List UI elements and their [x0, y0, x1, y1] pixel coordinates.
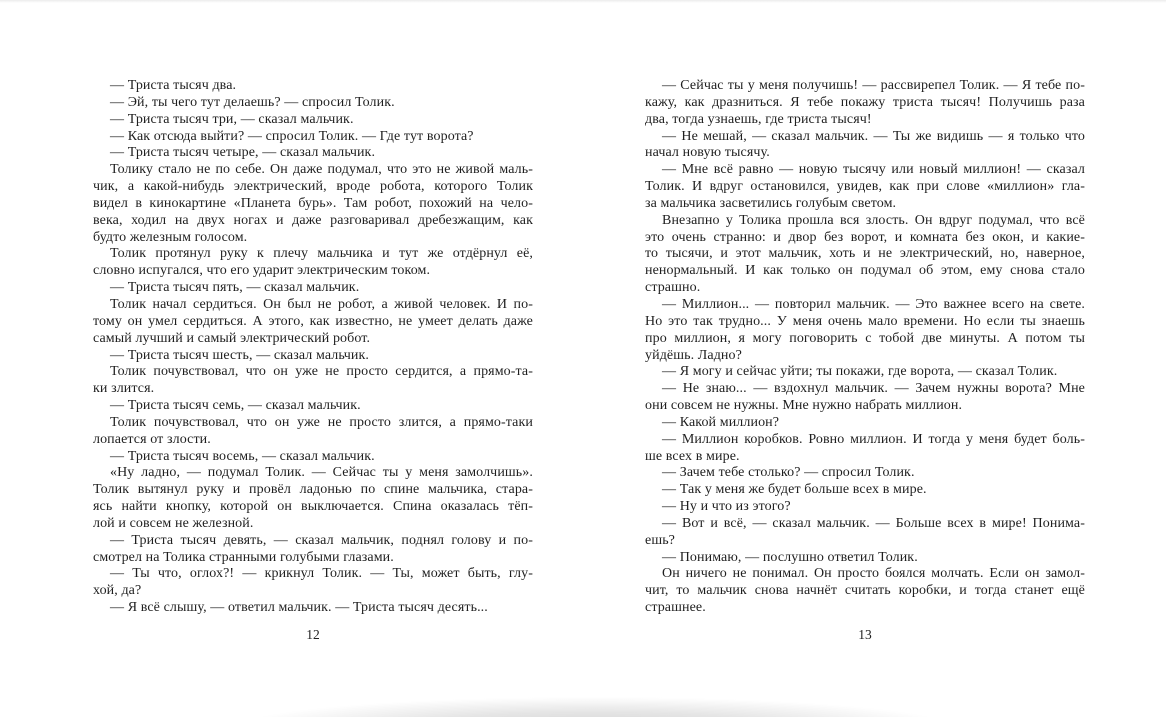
text-line: — Как отсюда выйти? — спросил Толик. — Где тут ворота?	[110, 128, 474, 144]
text-line: два, тогда узнаешь, где триста тысяч!	[645, 111, 872, 127]
text-line: чит, то мальчик снова начнёт считать коробки, и тогда станет ещё	[645, 583, 1085, 599]
text-line: страшно.	[645, 280, 701, 296]
text-line: — Ну и что из этого?	[662, 499, 791, 515]
text-line: Он ничего не понимал. Он просто боялся молчать. Если он замол-	[662, 566, 1085, 582]
text-line: кажу, как дразниться. Я тебе покажу триста тысяч! Получишь раза	[645, 94, 1085, 110]
text-line: — Эй, ты чего тут делаешь? — спросил Толик.	[110, 94, 395, 110]
text-line: за мальчика засветились голубым светом.	[645, 195, 897, 211]
spread-bottom-shadow	[140, 687, 1050, 717]
text-line: страшнее.	[645, 600, 706, 616]
text-line: уйдёшь. Ладно?	[645, 347, 742, 363]
page-left-text	[93, 78, 533, 617]
text-line: то тысячи, и этот мальчик, хоть и не электрический, но, наверное,	[645, 246, 1085, 262]
text-line: ше всех в мире.	[645, 448, 740, 464]
text-line: — Триста тысяч два.	[110, 78, 237, 93]
text-line: — Вот и всё, — сказал мальчик. — Больше всех в мире! Понима-	[662, 515, 1085, 531]
text-line: Толик. И вдруг остановился, увидев, как при слове «миллион» гла-	[645, 179, 1085, 195]
text-line: века, ходил на двух ногах и даже разговаривал дребезжащим, как	[93, 212, 533, 228]
text-line: это очень странно: и двор без ворот, и комната без окон, и какие-	[645, 229, 1085, 245]
text-line: Толик почувствовал, что он уже не просто злится, а прямо-таки	[110, 414, 533, 430]
text-line: — Не мешай, — сказал мальчик. — Ты же видишь — я только что	[662, 128, 1085, 144]
text-line: они совсем не нужны. Мне нужно набрать миллион.	[645, 398, 963, 414]
text-line: про миллион, я могу поговорить с тобой две минуты. А потом ты	[645, 330, 1085, 346]
text-line: Толик начал сердиться. Он был не робот, а живой человек. И по-	[110, 296, 533, 312]
page-number-right: 13	[858, 627, 872, 642]
text-line: — Триста тысяч пять, — сказал мальчик.	[110, 280, 360, 296]
text-line: ешь?	[645, 532, 675, 548]
text-line: — Триста тысяч четыре, — сказал мальчик.	[110, 145, 376, 161]
text-line: — Зачем тебе столько? — спросил Толик.	[662, 465, 915, 481]
spread-top-edge	[0, 0, 1166, 3]
page-number-left: 12	[306, 627, 320, 642]
text-line: — Я всё слышу, — ответил мальчик. — Триста тысяч десять...	[110, 600, 488, 616]
text-line: — Триста тысяч шесть, — сказал мальчик.	[110, 347, 370, 363]
page-right-text	[645, 78, 1085, 617]
text-line: — Какой миллион?	[662, 414, 780, 430]
text-line: самый лучший и самый электрический робот.	[93, 330, 371, 346]
text-line: видел в кинокартине «Планета бурь». Там робот, похожий на чело-	[93, 195, 533, 211]
text-line: — Понимаю, — послушно ответил Толик.	[662, 549, 918, 565]
text-line: начал новую тысячу.	[645, 145, 770, 161]
text-line: — Триста тысяч три, — сказал мальчик.	[110, 111, 354, 127]
text-line: — Миллион... — повторил мальчик. — Это важнее всего на свете.	[662, 296, 1085, 312]
text-line: словно испугался, что его ударит электрическим током.	[93, 263, 431, 279]
text-line: ненормальный. И как только он подумал об этом, ему снова стало	[645, 263, 1085, 279]
text-line: хой, да?	[93, 583, 142, 599]
text-line: — Мне всё равно — новую тысячу или новый миллион! — сказал	[662, 162, 1085, 178]
text-line: — Триста тысяч восемь, — сказал мальчик.	[110, 448, 375, 464]
text-line: Толик вытянул руку и провёл ладонью по спине мальчика, стара-	[93, 482, 533, 498]
text-line: чик, а какой-нибудь электрический, вроде робота, которого Толик	[93, 179, 533, 195]
text-line: тому он умел сердиться. А этого, как известно, не умеет делать даже	[93, 313, 533, 329]
text-line: Внезапно у Толика прошла вся злость. Он вдруг подумал, что всё	[662, 212, 1085, 228]
text-line: ки злится.	[93, 381, 155, 397]
text-line: лой и совсем не железной.	[93, 515, 254, 531]
text-line: — Я могу и сейчас уйти; ты покажи, где ворота, — сказал Толик.	[662, 364, 1058, 380]
text-line: Но это так трудно... У меня очень мало времени. Но если ты знаешь	[645, 313, 1085, 329]
text-line: «Ну ладно, — подумал Толик. — Сейчас ты у меня замолчишь».	[110, 465, 533, 481]
text-line: — Не знаю... — вздохнул мальчик. — Зачем нужны ворота? Мне	[662, 381, 1085, 397]
text-line: Толику стало не по себе. Он даже подумал, что это не живой маль-	[110, 162, 533, 178]
text-line: будто железным голосом.	[93, 229, 248, 245]
text-line: — Миллион коробков. Ровно миллион. И тогда у меня будет боль-	[662, 431, 1085, 447]
text-line: Толик протянул руку к плечу мальчика и тут же отдёрнул её,	[110, 246, 533, 262]
text-line: — Триста тысяч семь, — сказал мальчик.	[110, 398, 361, 414]
text-line: — Ты что, оглох?! — крикнул Толик. — Ты, может быть, глу-	[110, 566, 533, 582]
text-line: смотрел на Толика странными голубыми глазами.	[93, 549, 394, 565]
text-line: — Так у меня же будет больше всех в мире.	[662, 482, 927, 498]
text-line: Толик почувствовал, что он уже не просто сердится, а прямо-та-	[110, 364, 533, 380]
text-line: — Сейчас ты у меня получишь! — рассвирепел Толик. — Я тебе по-	[662, 78, 1085, 93]
text-line: ясь найти кнопку, которой он выключается. Спина оказалась тёп-	[93, 499, 533, 515]
text-line: лопается от злости.	[93, 431, 211, 447]
text-line: — Триста тысяч девять, — сказал мальчик, поднял голову и по-	[110, 532, 533, 548]
